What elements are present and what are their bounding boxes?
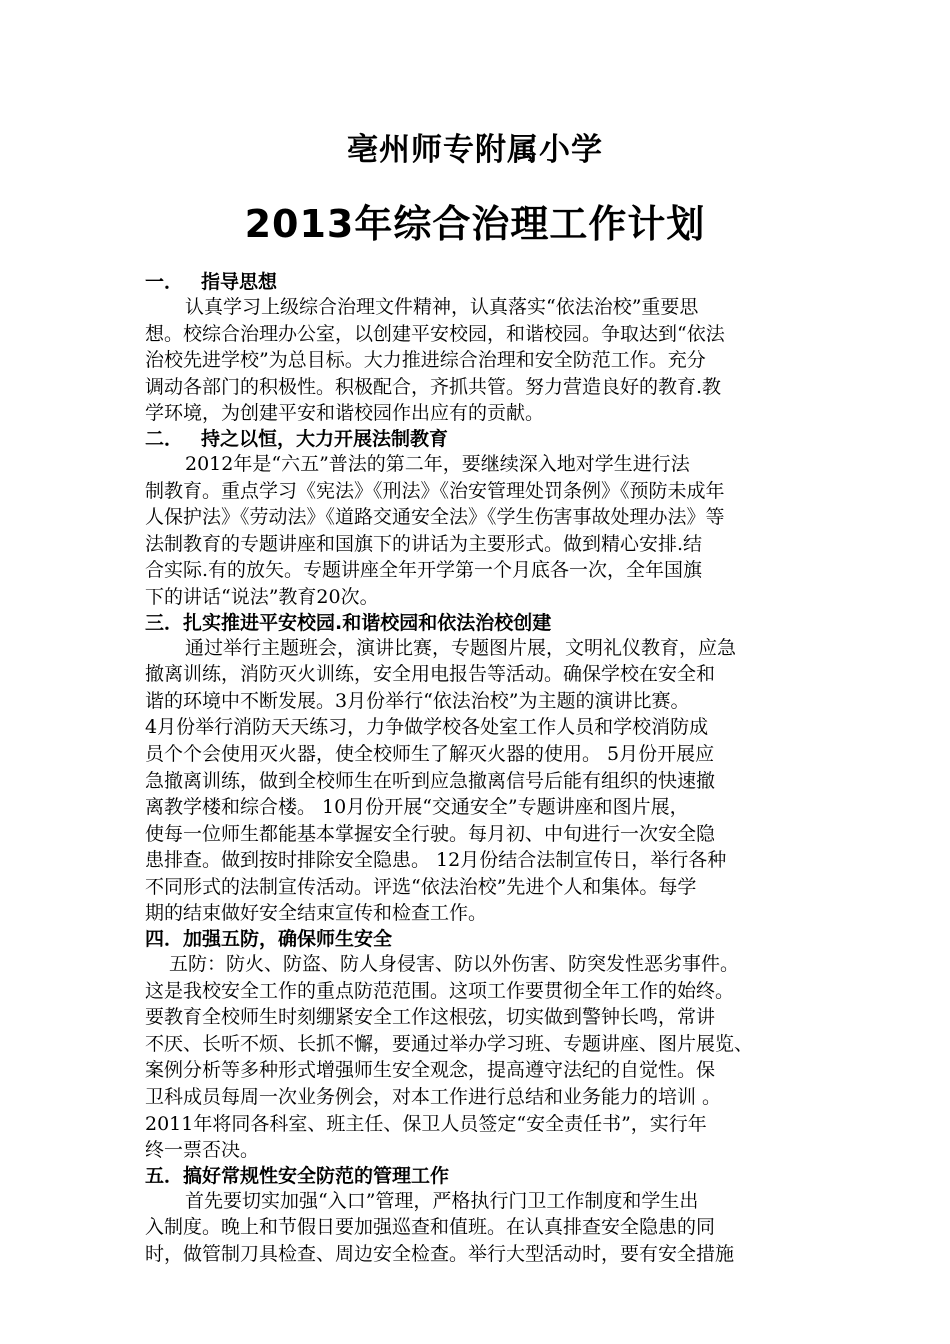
- section-title: 搞好常规性安全防范的管理工作: [183, 1164, 450, 1187]
- section-heading-1: [145, 270, 815, 294]
- paragraph-line: 法制教育的专题讲座和国旗下的讲话为主要形式。做到精心安排.结: [145, 532, 703, 555]
- section-number: 五．: [145, 1164, 184, 1187]
- paragraph-line: 期的结束做好安全结束宣传和检查工作。: [145, 902, 488, 925]
- paragraph-line: 时，做管制刀具检查、周边安全检查。举行大型活动时，要有安全措施: [145, 1243, 735, 1265]
- paragraph-line: 这是我校安全工作的重点防范范围。这项工作要贯彻全年工作的始终。: [145, 979, 735, 1002]
- paragraph-line: 通过举行主题班会，演讲比赛，专题图片展，文明礼仪教育，应急: [185, 636, 737, 659]
- section-heading-5: [145, 1164, 815, 1188]
- paragraph-line: 不厌、长听不烦、长抓不懈，要通过举办学习班、专题讲座、图片展览、: [145, 1032, 754, 1055]
- paragraph-line: 入制度。晚上和节假日要加强巡查和值班。在认真排查安全隐患的同: [145, 1216, 716, 1239]
- paragraph-line: 学环境，为创建平安和谐校园作出应有的贡献。: [145, 402, 545, 425]
- section-title: 加强五防，确保师生安全: [183, 928, 393, 951]
- paragraph-line: 治校先进学校”为总目标。大力推进综合治理和安全防范工作。充分: [145, 349, 706, 372]
- paragraph-line: 谐的环境中不断发展。3月份举行“依法治校”为主题的演讲比赛。: [145, 689, 690, 712]
- school-name-title: 亳州师专附属小学: [347, 132, 603, 168]
- section-title: 指导思想: [201, 271, 278, 293]
- section-number: 一．: [145, 271, 184, 293]
- paragraph-line: 终一票否决。: [145, 1139, 260, 1162]
- section-heading-4: [145, 927, 815, 951]
- paragraph-line: 案例分析等多种形式增强师生安全观念，提高遵守法纪的自觉性。保: [145, 1059, 716, 1082]
- paragraph-line: 人保护法》《劳动法》《道路交通安全法》《学生伤害事故处理办法》等: [145, 506, 725, 529]
- section-number: 四．: [145, 928, 184, 951]
- paragraph-line: 离教学楼和综合楼。 10月份开展“交通安全”专题讲座和图片展，: [145, 796, 689, 819]
- plan-title: 2013年综合治理工作计划: [244, 202, 706, 246]
- paragraph-line: 员个个会使用灭火器，使全校师生了解灭火器的使用。 5月份开展应: [145, 742, 715, 765]
- paragraph-line: 2012年是“六五”普法的第二年，要继续深入地对学生进行法: [185, 452, 690, 475]
- paragraph-line: 患排查。做到按时排除安全隐患。 12月份结合法制宣传日，举行各种: [145, 849, 727, 872]
- paragraph-line: 认真学习上级综合治理文件精神，认真落实“依法治校”重要思: [185, 296, 699, 318]
- paragraph-line: 合实际.有的放矢。专题讲座全年开学第一个月底各一次，全年国旗: [145, 559, 703, 582]
- paragraph-line: 下的讲话“说法”教育20次。: [145, 585, 379, 608]
- paragraph-line: 五防：防火、防盗、防人身侵害、防以外伤害、防突发性恶劣事件。: [169, 953, 740, 976]
- paragraph-line: 急撤离训练，做到全校师生在听到应急撤离信号后能有组织的快速撤: [145, 769, 716, 792]
- paragraph-line: 要教育全校师生时刻绷紧安全工作这根弦，切实做到警钟长鸣，常讲: [145, 1006, 716, 1029]
- paragraph-line: 撤离训练，消防灭火训练，安全用电报告等活动。确保学校在安全和: [145, 663, 716, 686]
- paragraph-line: 4月份举行消防天天练习，力争做学校各处室工作人员和学校消防成: [145, 716, 709, 739]
- section-number: 二．: [145, 427, 184, 450]
- section-title: 持之以恒，大力开展法制教育: [201, 427, 449, 450]
- paragraph-line: 制教育。重点学习《宪法》《刑法》《治安管理处罚条例》《预防未成年: [145, 479, 725, 502]
- section-heading-2: [145, 427, 815, 451]
- paragraph-line: 调动各部门的积极性。积极配合，齐抓共管。努力营造良好的教育.教: [145, 375, 722, 398]
- paragraph-line: 2011年将同各科室、班主任、保卫人员签定“安全责任书”，实行年: [145, 1112, 707, 1135]
- paragraph-line: 首先要切实加强“入口”管理，严格执行门卫工作制度和学生出: [185, 1189, 699, 1212]
- section-number: 三．: [145, 611, 184, 634]
- paragraph-line: 想。校综合治理办公室，以创建平安校园，和谐校园。争取达到“依法: [145, 322, 725, 345]
- paragraph-line: 卫科成员每周一次业务例会，对本工作进行总结和业务能力的培训 。: [145, 1086, 722, 1109]
- paragraph-line: 不同形式的法制宣传活动。评选“依法治校”先进个人和集体。每学: [145, 875, 697, 898]
- paragraph-line: 使每一位师生都能基本掌握安全行驶。每月初、中旬进行一次安全隐: [145, 822, 716, 845]
- document-body: [145, 270, 815, 1268]
- section-heading-3: [145, 611, 815, 635]
- section-title: 扎实推进平安校园.和谐校园和依法治校创建: [183, 611, 552, 634]
